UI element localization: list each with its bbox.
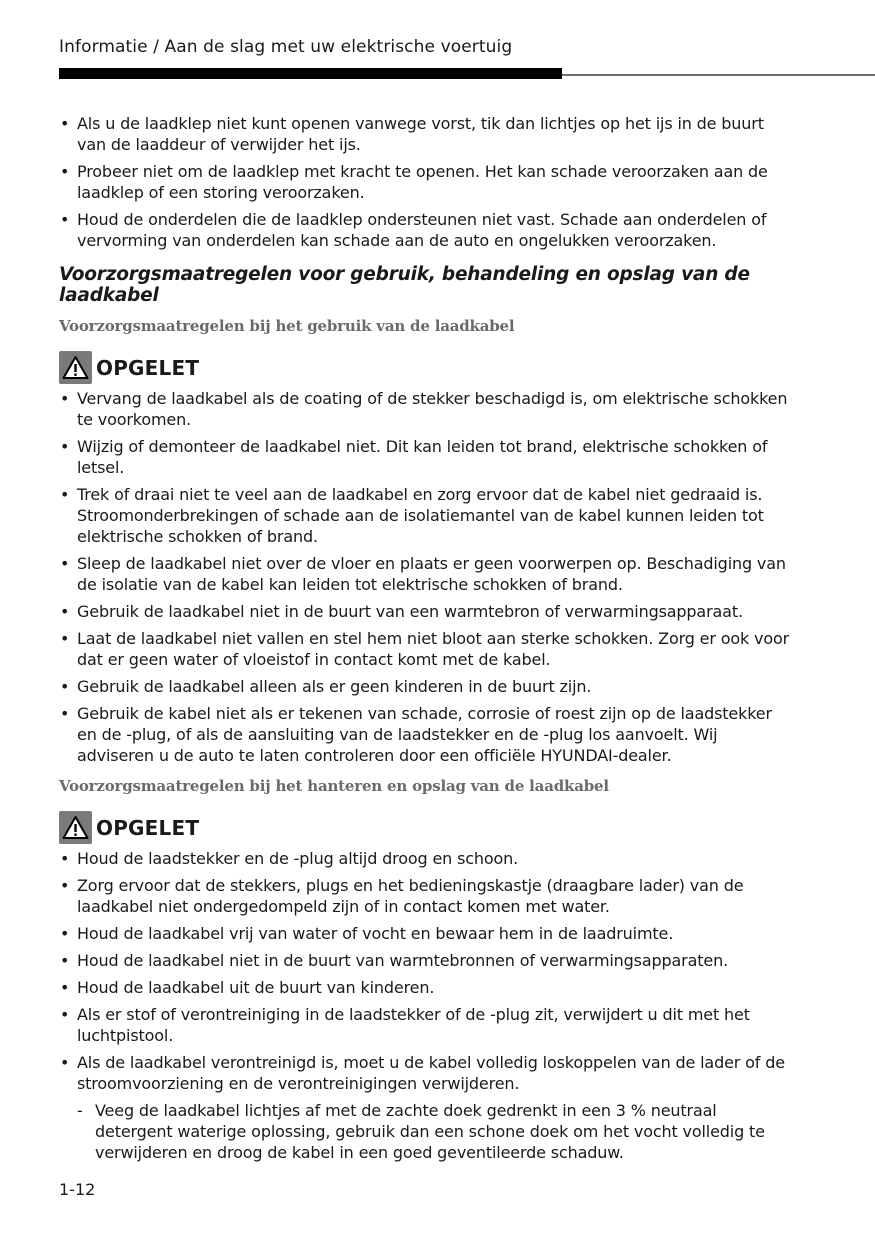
list-item: • Laat de laadkabel niet vallen en stel hem niet bloot aan sterke schokken. Zorg er ook voor dat er geen water of vloeistof in contact komt met de kabel. xyxy=(59,628,794,670)
list-item: • Houd de onderdelen die de laadklep ondersteunen niet vast. Schade aan onderdelen of vervorming van onderdelen kan schade aan de auto en ongelukken veroorzaken. xyxy=(59,209,794,251)
list-item: • Zorg ervoor dat de stekkers, plugs en het bedieningskastje (draagbare lader) van de laadkabel niet ondergedompeld zijn of in contact komen met water. xyxy=(59,875,794,917)
page-header-title: Informatie / Aan de slag met uw elektrische voertuig xyxy=(59,37,513,57)
sub-list-item xyxy=(77,1100,794,1163)
list-item: • Gebruik de kabel niet als er tekenen van schade, corrosie of roest zijn op de laadstekker en de -plug, of als de aansluiting van de laadstekker en de -plug los aanvoelt. Wij adviseren u de auto te laten controleren door een officiële HYUNDAI-dealer. xyxy=(59,703,794,766)
header-rule-thin xyxy=(562,74,875,76)
list-item: • Vervang de laadkabel als de coating of de stekker beschadigd is, om elektrische schokken te voorkomen. xyxy=(59,388,794,430)
list-item: • Als u de laadklep niet kunt openen vanwege vorst, tik dan lichtjes op het ijs in de buurt van de laaddeur of verwijder het ijs. xyxy=(59,113,794,155)
section-title: Voorzorgsmaatregelen voor gebruik, behandeling en opslag van de laadkabel xyxy=(59,264,750,306)
list-item: • Trek of draai niet te veel aan de laadkabel en zorg ervoor dat de kabel niet gedraaid is. Stroomonderbrekingen of schade aan de isolatiemantel van de kabel kunnen leiden tot elektrische schokken of brand. xyxy=(59,484,794,547)
list-item xyxy=(59,1052,794,1163)
list-item-text: Als de laadkabel verontreinigd is, moet u de kabel volledig loskoppelen van de lader of de stroomvoorziening en de verontreinigingen verwijderen. xyxy=(77,1053,785,1093)
caution-heading xyxy=(59,811,794,844)
warning-triangle-icon xyxy=(59,351,92,384)
header-rule-thick xyxy=(59,68,562,79)
caution-bullet-list-usage xyxy=(59,388,794,766)
list-item: • Houd de laadkabel vrij van water of vocht en bewaar hem in de laadruimte. xyxy=(59,923,794,944)
list-item: • Gebruik de laadkabel niet in de buurt van een warmtebron of verwarmingsapparaat. xyxy=(59,601,794,622)
subsection-title-usage: Voorzorgsmaatregelen bij het gebruik van de laadkabel xyxy=(59,317,515,335)
warning-triangle-icon xyxy=(59,811,92,844)
list-item: • Gebruik de laadkabel alleen als er geen kinderen in de buurt zijn. xyxy=(59,676,794,697)
list-item: • Als er stof of verontreiniging in de laadstekker of de -plug zit, verwijdert u dit met het luchtpistool. xyxy=(59,1004,794,1046)
caution-bullet-list-handling xyxy=(59,848,794,1163)
caution-heading xyxy=(59,351,794,384)
page-number: 1-12 xyxy=(59,1180,96,1199)
page-content xyxy=(59,113,794,1169)
caution-label: OPGELET xyxy=(96,815,200,840)
list-item: • Sleep de laadkabel niet over de vloer en plaats er geen voorwerpen op. Beschadiging van de isolatie van de kabel kan leiden tot elektrische schokken of brand. xyxy=(59,553,794,595)
list-item: • Probeer niet om de laadklep met kracht te openen. Het kan schade veroorzaken aan de laadklep of een storing veroorzaken. xyxy=(59,161,794,203)
list-item: • Houd de laadkabel uit de buurt van kinderen. xyxy=(59,977,794,998)
list-item: • Wijzig of demonteer de laadkabel niet. Dit kan leiden tot brand, elektrische schokken of letsel. xyxy=(59,436,794,478)
list-item: • Houd de laadstekker en de -plug altijd droog en schoon. xyxy=(59,848,794,869)
intro-bullet-list xyxy=(59,113,794,251)
list-item: • Houd de laadkabel niet in de buurt van warmtebronnen of verwarmingsapparaten. xyxy=(59,950,794,971)
subsection-title-handling: Voorzorgsmaatregelen bij het hanteren en opslag van de laadkabel xyxy=(59,777,609,795)
caution-label: OPGELET xyxy=(96,355,200,380)
sub-list-dash: - xyxy=(77,1101,83,1120)
sub-list-item-text: Veeg de laadkabel lichtjes af met de zachte doek gedrenkt in een 3 % neutraal detergent waterige oplossing, gebruik dan een schone doek om het vocht volledig te verwijderen en droog de kabel in een goed geventileerde schaduw. xyxy=(95,1101,765,1162)
